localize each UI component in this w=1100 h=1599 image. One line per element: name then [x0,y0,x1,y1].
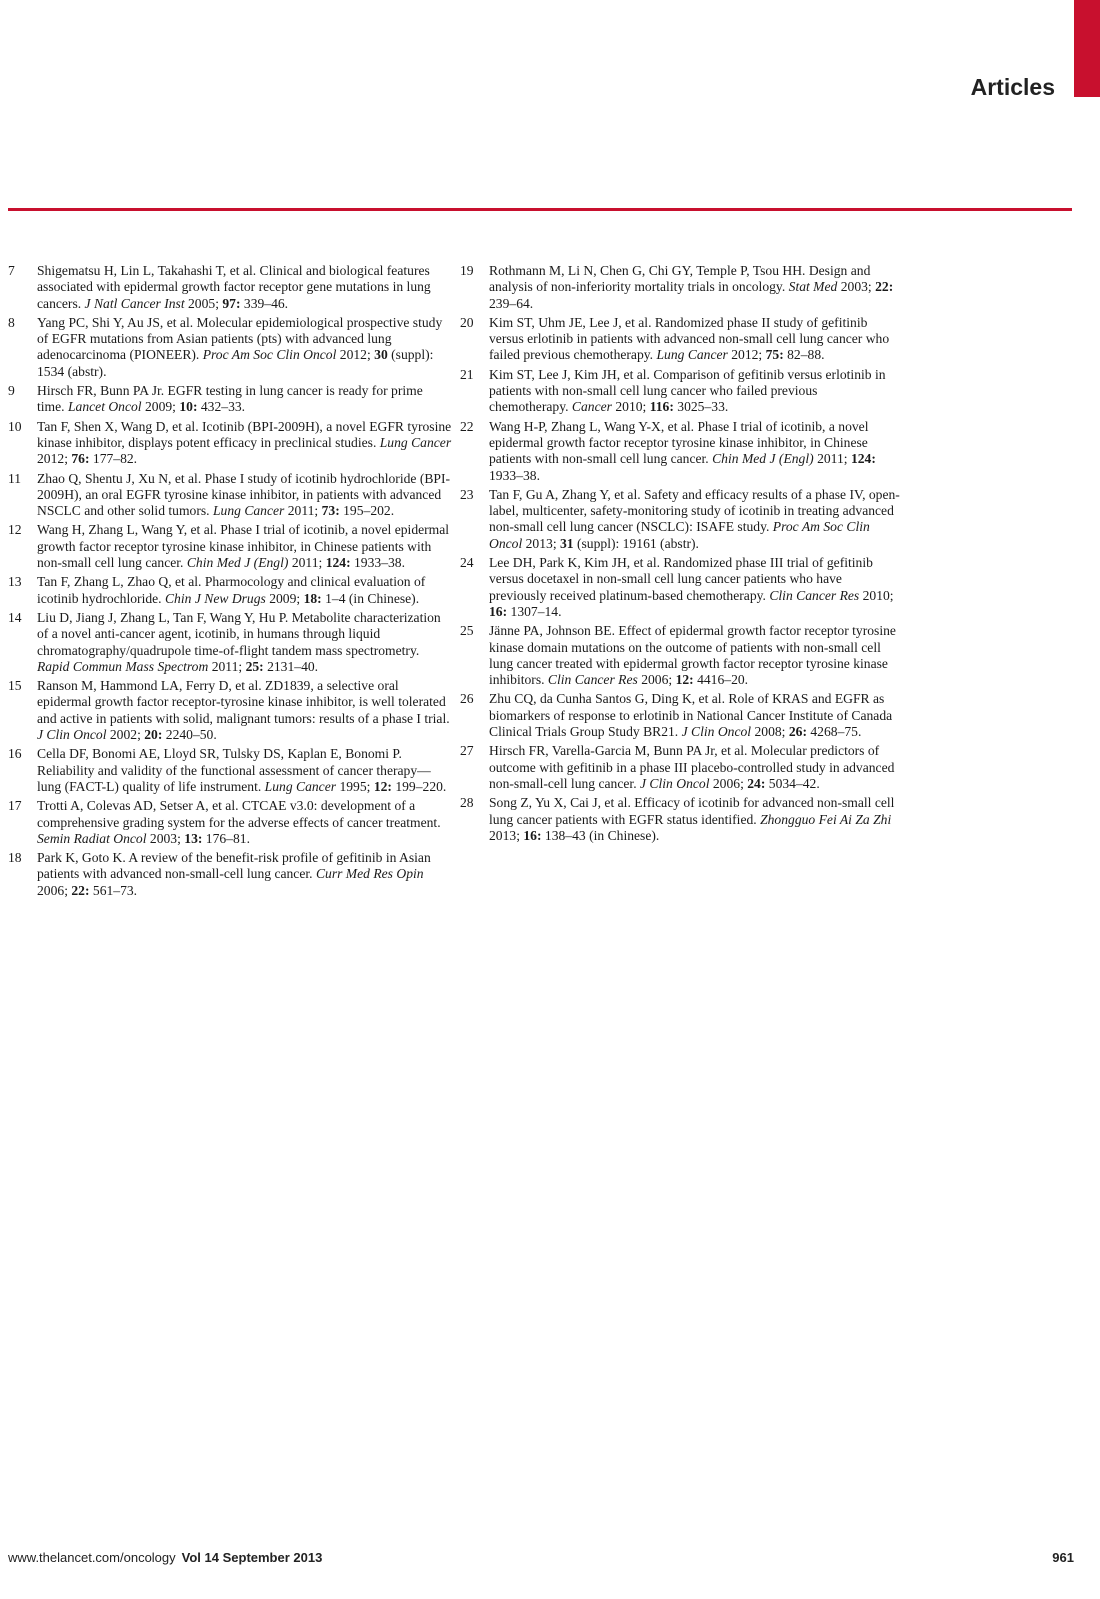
reference-number: 14 [8,609,22,625]
reference-item [8,610,453,675]
reference-number: 11 [8,470,22,486]
reference-item [460,555,900,620]
reference-item [8,522,453,571]
reference-item [8,746,453,795]
reference-text: Jänne PA, Johnson BE. Effect of epidermal growth factor receptor tyrosine kinase domain mutations on the outcome of patients with non-small cell lung cancer treated with epidermal growth factor receptor tyrosine kinase inhibitors. Clin Cancer Res 2006; 12: 4416–20. [489,623,896,688]
reference-number: 7 [8,263,15,278]
reference-number: 22 [460,418,474,434]
reference-number: 13 [8,574,22,590]
reference-text: Tan F, Shen X, Wang D, et al. Icotinib (BPI-2009H), a novel EGFR tyrosine kinase inhibitor, displays potent efficacy in preclinical studies. Lung Cancer 2012; 76: 177–82. [37,418,452,467]
reference-item [460,315,900,364]
reference-item [460,623,900,688]
reference-item [8,419,453,468]
reference-item [8,850,453,899]
reference-number: 21 [460,366,474,382]
reference-item [8,263,453,312]
reference-item [8,383,453,416]
reference-text: Song Z, Yu X, Cai J, et al. Efficacy of icotinib for advanced non-small cell lung cancer patients with EGFR status identified. Zhongguo Fei Ai Za Zhi 2013; 16: 138–43 (in Chinese). [489,795,895,843]
reference-item [460,691,900,740]
reference-item [8,678,453,743]
reference-text: Rothmann M, Li N, Chen G, Chi GY, Temple P, Tsou HH. Design and analysis of non-inferiority mortality trials in oncology. Stat Med 2003; 22: 239–64. [489,263,894,311]
reference-item [460,487,900,552]
reference-number: 12 [8,522,22,538]
reference-number: 23 [460,486,474,502]
reference-text: Wang H, Zhang L, Wang Y, et al. Phase I trial of icotinib, a novel epidermal growth factor receptor tyrosine kinase inhibitor, in Chinese patients with non-small cell lung cancer. Chin Med J (Engl) 2011; 124: 1933–38. [37,522,450,571]
reference-item [8,574,453,607]
header-rule [8,208,1072,211]
reference-text: Hirsch FR, Varella-Garcia M, Bunn PA Jr, et al. Molecular predictors of outcome with gefitinib in a phase III placebo-controlled study in advanced non-small-cell lung cancer. J Clin Oncol 2006; 24: 5034–42. [489,743,895,791]
reference-number: 19 [460,263,474,278]
reference-item [8,471,453,520]
reference-item [460,367,900,416]
reference-number: 26 [460,691,474,707]
reference-text: Ranson M, Hammond LA, Ferry D, et al. ZD1839, a selective oral epidermal growth factor receptor-tyrosine kinase inhibitor, is well tolerated and active in patients with solid, malignant tumors: results of a phase I trial. J Clin Oncol 2002; 20: 2240–50. [37,678,450,743]
footer-volume: Vol 14 September 2013 [181,1550,323,1565]
reference-number: 18 [8,850,22,866]
reference-number: 8 [8,314,15,330]
reference-text: Cella DF, Bonomi AE, Lloyd SR, Tulsky DS, Kaplan E, Bonomi P. Reliability and validity of the functional assessment of cancer therapy—lung (FACT-L) quality of life instrument. Lung Cancer 1995; 12: 199–220. [37,746,447,794]
reference-number: 9 [8,383,15,399]
reference-text: Tan F, Gu A, Zhang Y, et al. Safety and efficacy results of a phase IV, open-label, multicenter, safety-monitoring study of icotinib in treating advanced non-small cell lung cancer (NSCLC): ISAFE study. Proc Am Soc Clin Oncol 2013; 31 (suppl): 19161 (abstr). [489,486,900,551]
references-column-right [460,263,900,847]
reference-number: 28 [460,795,474,811]
reference-item [460,263,900,312]
reference-text: Hirsch FR, Bunn PA Jr. EGFR testing in lung cancer is ready for prime time. Lancet Oncol 2009; 10: 432–33. [37,383,423,415]
section-color-tab [1074,0,1100,97]
reference-number: 16 [8,746,22,762]
reference-number: 10 [8,418,22,434]
reference-item [460,795,900,844]
section-label: Articles [970,74,1055,100]
reference-text: Park K, Goto K. A review of the benefit-risk profile of gefitinib in Asian patients with advanced non-small-cell lung cancer. Curr Med Res Opin 2006; 22: 561–73. [37,850,431,898]
reference-text: Kim ST, Uhm JE, Lee J, et al. Randomized phase II study of gefitinib versus erlotinib in patients with advanced non-small cell lung cancer who failed previous chemotherapy. Lung Cancer 2012; 75: 82–88. [489,314,890,363]
reference-text: Zhu CQ, da Cunha Santos G, Ding K, et al. Role of KRAS and EGFR as biomarkers of response to erlotinib in National Cancer Institute of Canada Clinical Trials Group Study BR21. J Clin Oncol 2008; 26: 4268–75. [489,691,893,740]
footer-url[interactable]: www.thelancet.com/oncology [8,1550,176,1565]
reference-number: 15 [8,678,22,694]
reference-item [460,419,900,484]
reference-item [8,315,453,380]
reference-number: 20 [460,314,474,330]
reference-text: Yang PC, Shi Y, Au JS, et al. Molecular epidemiological prospective study of EGFR mutations from Asian patients (pts) with advanced lung adenocarcinoma (PIONEER). Proc Am Soc Clin Oncol 2012; 30 (suppl): 1534 (abstr). [37,314,443,379]
reference-text: Trotti A, Colevas AD, Setser A, et al. CTCAE v3.0: development of a comprehensive grading system for the adverse effects of cancer treatment. Semin Radiat Oncol 2003; 13: 176–81. [37,798,441,846]
page-number: 961 [1052,1550,1074,1565]
reference-text: Liu D, Jiang J, Zhang L, Tan F, Wang Y, Hu P. Metabolite characterization of a novel anti-cancer agent, icotinib, in humans through liquid chromatography/quadrupole time-of-flight tandem mass spectrometry. Rapid Commun Mass Spectrom 2011; 25: 2131–40. [37,609,441,674]
reference-number: 24 [460,555,474,571]
reference-text: Shigematsu H, Lin L, Takahashi T, et al. Clinical and biological features associated with epidermal growth factor receptor gene mutations in lung cancers. J Natl Cancer Inst 2005; 97: 339–46. [37,263,431,311]
reference-number: 25 [460,623,474,639]
reference-number: 27 [460,743,474,759]
footer-citation [8,1550,322,1565]
reference-number: 17 [8,798,22,814]
reference-text: Tan F, Zhang L, Zhao Q, et al. Pharmocology and clinical evaluation of icotinib hydrochloride. Chin J New Drugs 2009; 18: 1–4 (in Chinese). [37,574,426,606]
reference-text: Zhao Q, Shentu J, Xu N, et al. Phase I study of icotinib hydrochloride (BPI-2009H), an oral EGFR tyrosine kinase inhibitor, in patients with advanced NSCLC and other solid tumors. Lung Cancer 2011; 73: 195–202. [37,470,451,519]
reference-text: Wang H-P, Zhang L, Wang Y-X, et al. Phase I trial of icotinib, a novel epidermal growth factor receptor tyrosine kinase inhibitor, in Chinese patients with non-small cell lung cancer. Chin Med J (Engl) 2011; 124: 1933–38. [489,418,876,483]
reference-text: Kim ST, Lee J, Kim JH, et al. Comparison of gefitinib versus erlotinib in patients with non-small cell lung cancer who failed previous chemotherapy. Cancer 2010; 116: 3025–33. [489,366,886,415]
reference-text: Lee DH, Park K, Kim JH, et al. Randomized phase III trial of gefitinib versus docetaxel in non-small cell lung cancer patients who have previously received platinum-based chemotherapy. Clin Cancer Res 2010; 16: 1307–14. [489,555,894,619]
reference-item [8,798,453,847]
references-column-left [8,263,453,902]
reference-item [460,743,900,792]
